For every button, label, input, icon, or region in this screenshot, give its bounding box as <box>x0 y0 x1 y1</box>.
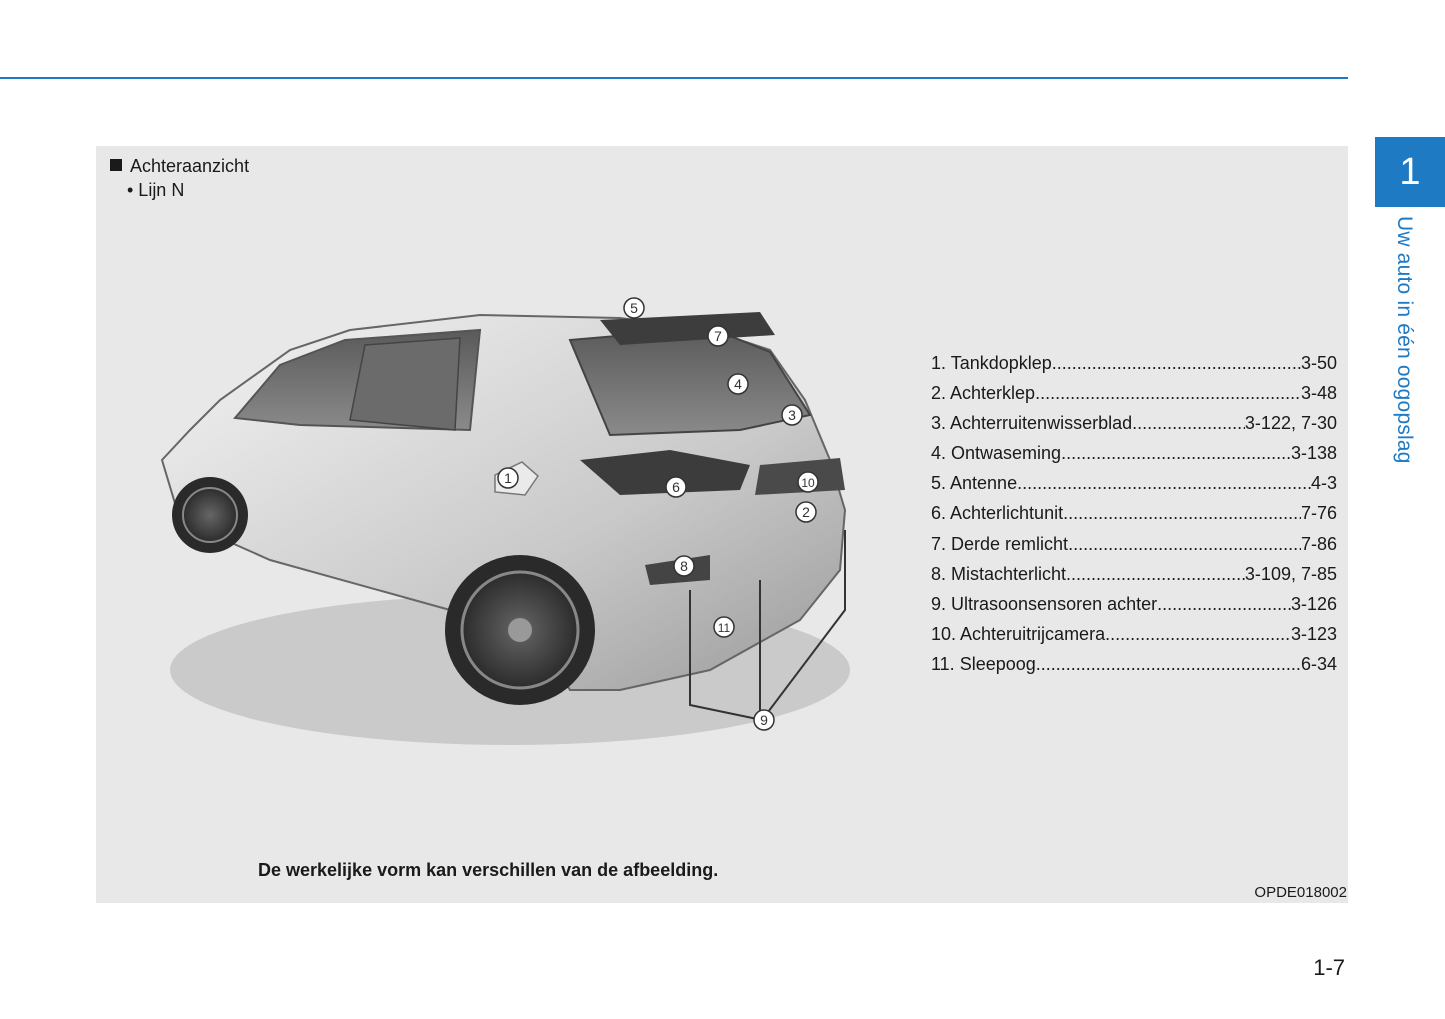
callout-label-5: 5 <box>630 300 638 316</box>
chapter-number-tab <box>1375 137 1445 207</box>
list-item: 2. Achterklep ..... 3-48 <box>931 381 1337 411</box>
callout-label-3: 3 <box>788 407 796 423</box>
list-item: 3. Achterruitenwisserblad ..... 3-122, 7-30 <box>931 411 1337 441</box>
top-rule <box>0 77 1348 79</box>
callout-label-10: 10 <box>801 476 815 490</box>
section-subheading: • Lijn N <box>127 180 185 200</box>
list-item: 4. Ontwaseming ..... 3-138 <box>931 441 1337 471</box>
list-item: 5. Antenne ..... 4-3 <box>931 471 1337 501</box>
image-code: OPDE018002 <box>1254 884 1347 901</box>
list-item: 1. Tankdopklep ..... 3-50 <box>931 351 1337 381</box>
callout-label-9: 9 <box>760 712 768 728</box>
chapter-title: Uw auto in één oogopslag <box>1393 216 1416 464</box>
chapter-number: 1 <box>1399 150 1421 193</box>
page-number: 1-7 <box>1313 955 1345 980</box>
section-heading <box>110 156 249 177</box>
disclaimer-note: De werkelijke vorm kan verschillen van de afbeelding. <box>258 860 719 880</box>
callout-label-8: 8 <box>680 558 688 574</box>
list-item: 8. Mistachterlicht ..... 3-109, 7-85 <box>931 562 1337 592</box>
section-heading-text: Achteraanzicht <box>130 156 250 176</box>
callout-label-7: 7 <box>714 328 722 344</box>
list-item: 6. Achterlichtunit ..... 7-76 <box>931 501 1337 531</box>
list-item: 9. Ultrasoonsensoren achter ..... 3-126 <box>931 592 1337 622</box>
callout-label-11: 11 <box>717 621 731 635</box>
callout-label-6: 6 <box>672 479 680 495</box>
square-bullet-icon <box>110 159 122 171</box>
callout-label-2: 2 <box>802 504 810 520</box>
callout-label-4: 4 <box>734 376 742 392</box>
callout-label-1: 1 <box>504 470 512 486</box>
list-item: 7. Derde remlicht ..... 7-86 <box>931 532 1337 562</box>
list-item: 10. Achteruitrijcamera ..... 3-123 <box>931 622 1337 652</box>
list-item: 11. Sleepoog ..... 6-34 <box>931 652 1337 682</box>
parts-list <box>931 351 1337 682</box>
car-rear-illustration <box>150 290 870 760</box>
